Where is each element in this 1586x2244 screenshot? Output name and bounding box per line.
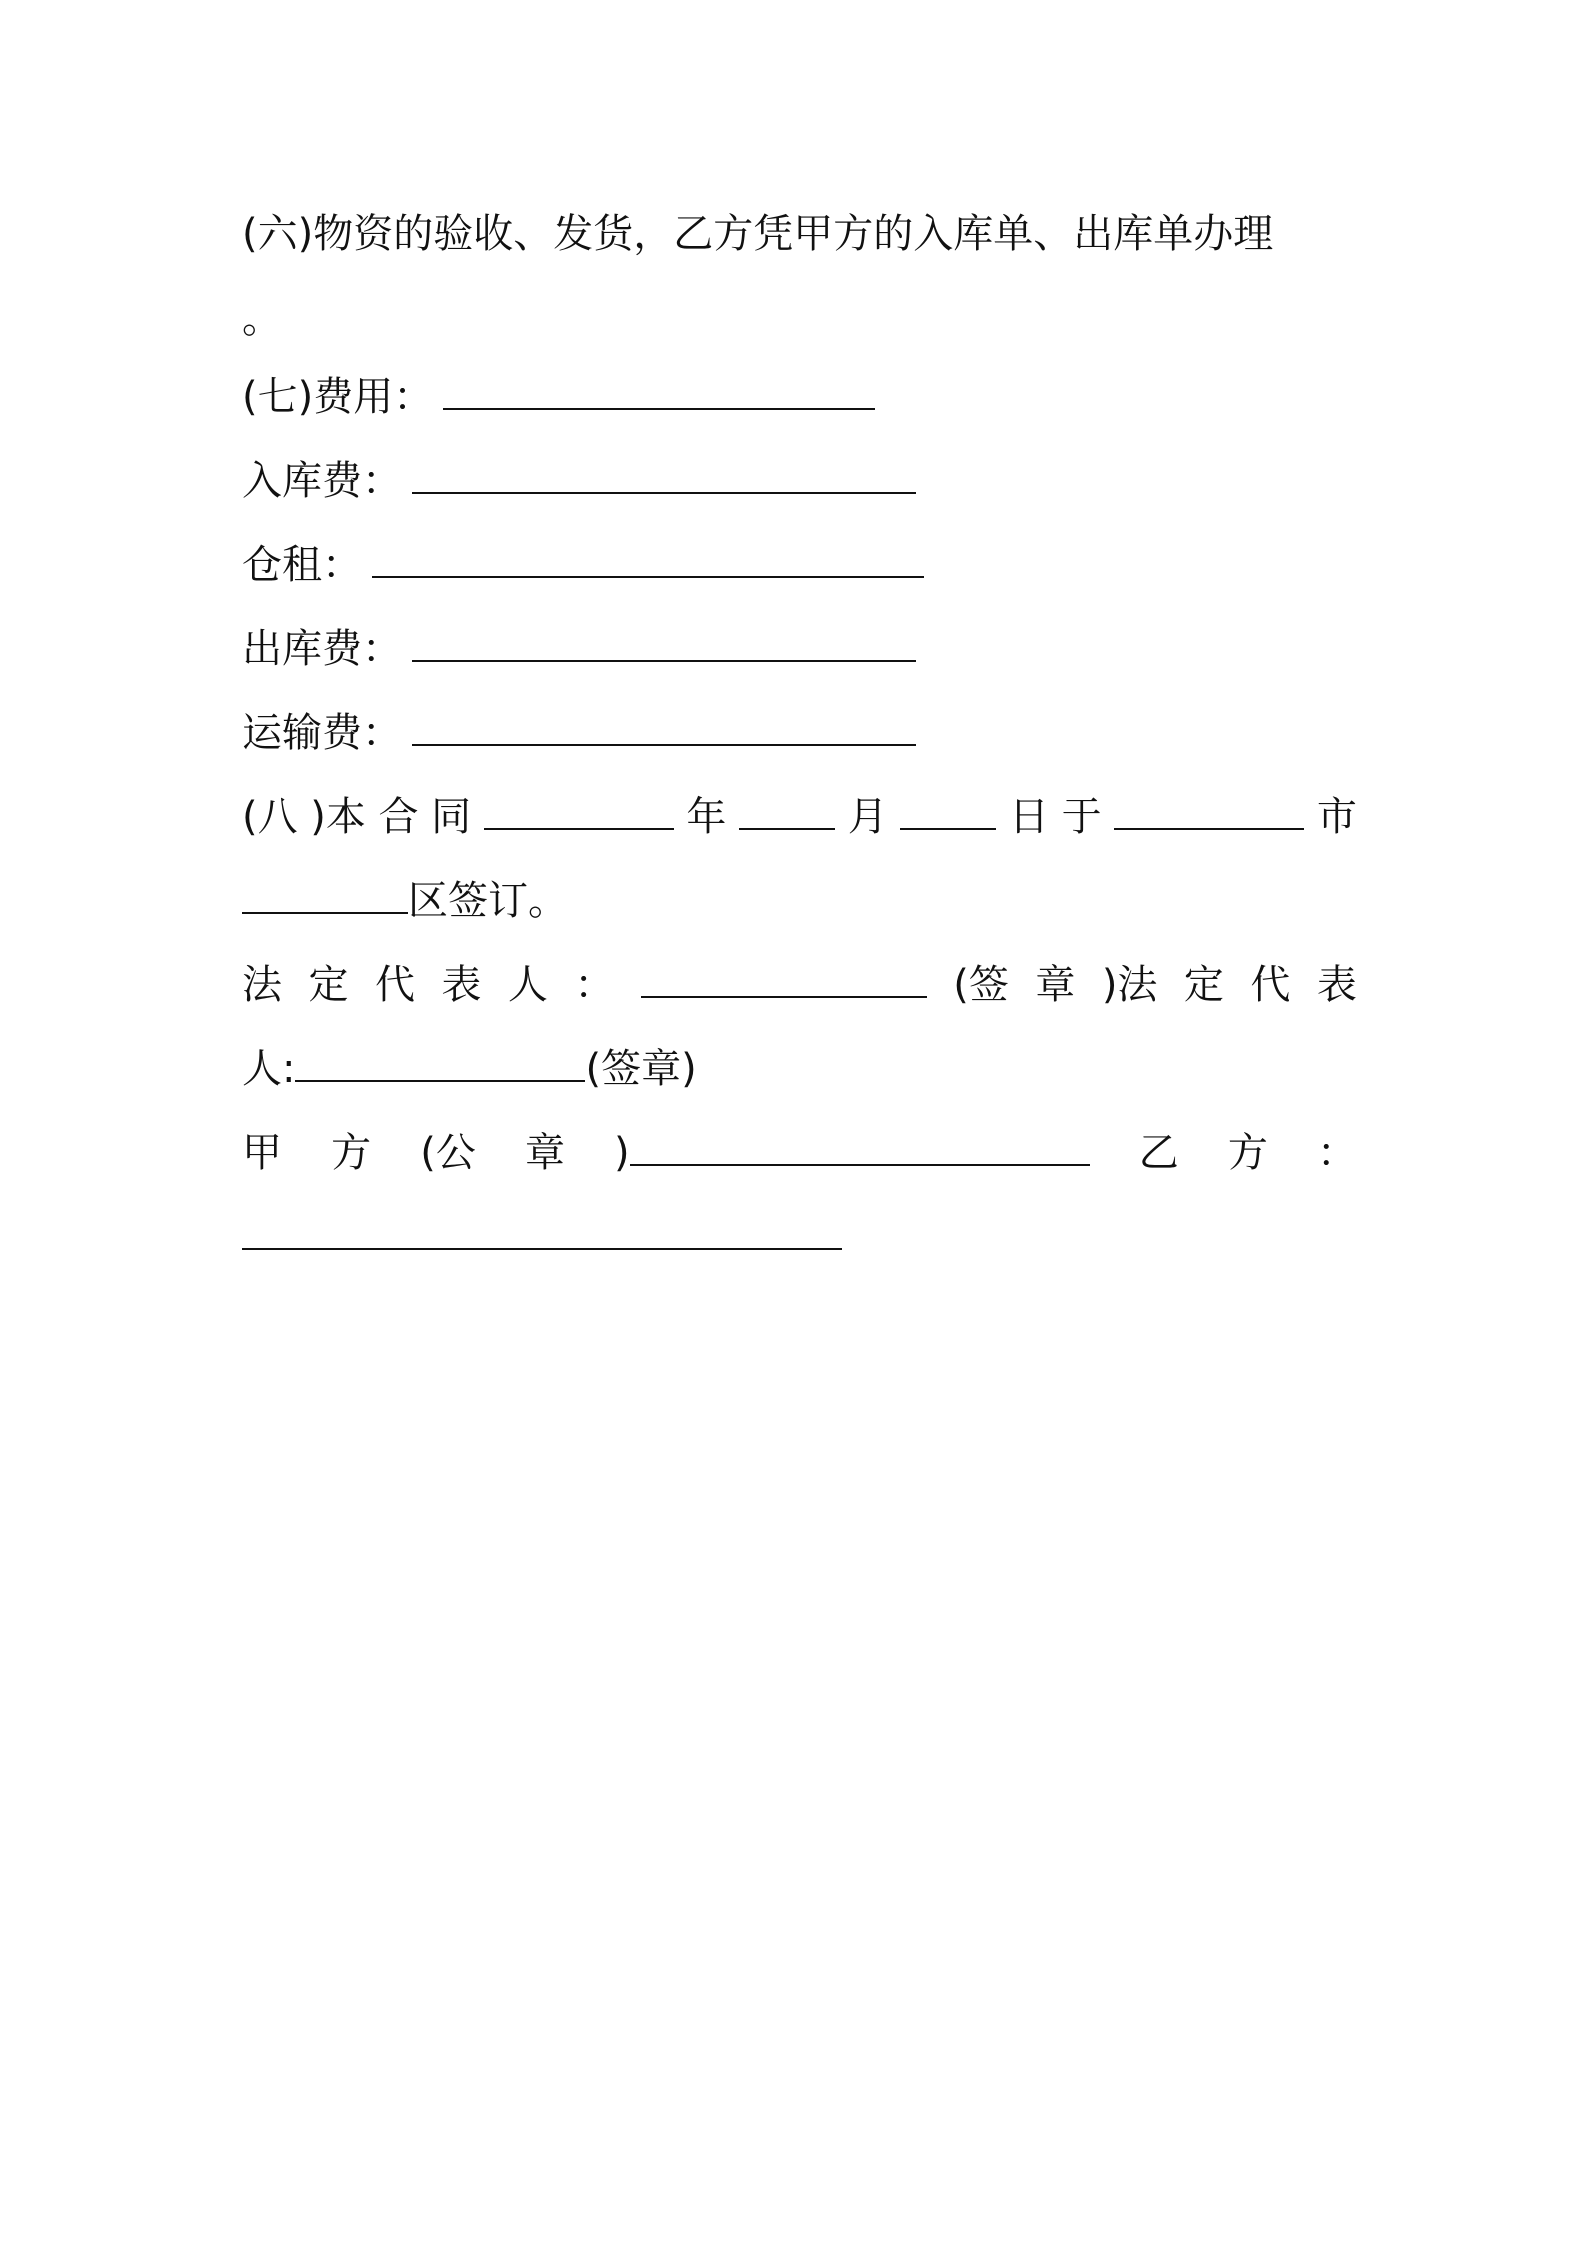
legal-rep-line-2 — [242, 1041, 1357, 1097]
fee-label-transport: 运输费： — [242, 710, 402, 756]
fee-row-storage — [242, 537, 1357, 593]
party-a-char: 甲 — [242, 1130, 282, 1176]
legal-rep2-char: 定 — [1183, 962, 1224, 1008]
party-b-line — [242, 1209, 1357, 1265]
legal-rep2-tail: 人: — [242, 1046, 296, 1092]
district-signed-label: 区签订。 — [408, 878, 568, 924]
fee-row-outbound — [242, 621, 1357, 677]
legal-rep2-char: 代 — [1250, 962, 1291, 1008]
fee-blank-storage[interactable] — [372, 538, 924, 578]
fee-label-storage: 仓租： — [242, 542, 362, 588]
clause-6-text: (六)物资的验收、发货，乙方凭甲方的入库单、出库单办理 — [242, 211, 1274, 257]
clause-8-line-2 — [242, 873, 1357, 929]
seal-2: (签章) — [585, 1046, 697, 1092]
clause-6-period: 。 — [242, 296, 282, 342]
seal-close: 章 — [1035, 962, 1076, 1008]
parties-line — [242, 1125, 1357, 1181]
clause-8-char: )本 — [310, 794, 366, 840]
fee-row-transport — [242, 705, 1357, 761]
legal-rep2-char: )法 — [1101, 962, 1158, 1008]
legal-rep-b-blank[interactable] — [295, 1042, 585, 1082]
fees-blank[interactable] — [443, 370, 875, 410]
party-b-blank[interactable] — [242, 1210, 842, 1250]
clause-6-line-1 — [242, 206, 1357, 262]
fee-row-inbound — [242, 453, 1357, 509]
legal-rep-char: 表 — [441, 962, 482, 1008]
clause-8-char: 合 — [378, 794, 419, 840]
party-a-char: ) — [614, 1125, 1090, 1181]
seal-open: (签 — [953, 962, 1009, 1008]
fee-label-outbound: 出库费： — [242, 626, 402, 672]
legal-rep-char: 代 — [374, 962, 415, 1008]
party-a-char: (公 — [420, 1130, 476, 1176]
clause-7-fees — [242, 369, 1357, 425]
legal-rep-char: 定 — [308, 962, 349, 1008]
district-blank[interactable] — [242, 874, 408, 914]
clause-8-char: 同 — [431, 794, 472, 840]
year-blank[interactable] — [484, 790, 674, 830]
fee-blank-transport[interactable] — [412, 706, 916, 746]
year-label: 年 — [686, 794, 727, 840]
legal-rep-char: 法 — [242, 962, 282, 1008]
party-b-char: 方 — [1227, 1130, 1268, 1176]
city-label: 市 — [1316, 794, 1357, 840]
legal-rep-a-blank[interactable] — [641, 958, 927, 998]
party-a-char: 章 — [524, 1130, 565, 1176]
clause-6-line-2 — [242, 291, 1357, 347]
clause-8-line-1 — [242, 789, 1357, 845]
party-b-char: ： — [1316, 1130, 1357, 1176]
month-label: 月 — [847, 794, 888, 840]
fee-label-inbound: 入库费： — [242, 458, 402, 504]
legal-rep2-char: 表 — [1316, 962, 1357, 1008]
legal-rep-line — [242, 957, 1357, 1013]
legal-rep-char: 人 — [507, 962, 548, 1008]
party-a-blank[interactable] — [630, 1126, 1090, 1166]
legal-rep-char: ： — [574, 962, 615, 1008]
city-blank[interactable] — [1114, 790, 1304, 830]
fee-blank-outbound[interactable] — [412, 622, 916, 662]
party-b-char: 乙 — [1138, 1130, 1179, 1176]
at-label: 于 — [1061, 794, 1102, 840]
party-a-char: 方 — [331, 1130, 372, 1176]
fee-blank-inbound[interactable] — [412, 454, 916, 494]
day-blank[interactable] — [900, 790, 996, 830]
day-label: 日 — [1008, 794, 1049, 840]
clause-8-char: (八 — [242, 794, 298, 840]
month-blank[interactable] — [739, 790, 835, 830]
fees-label: (七)费用： — [242, 374, 434, 420]
